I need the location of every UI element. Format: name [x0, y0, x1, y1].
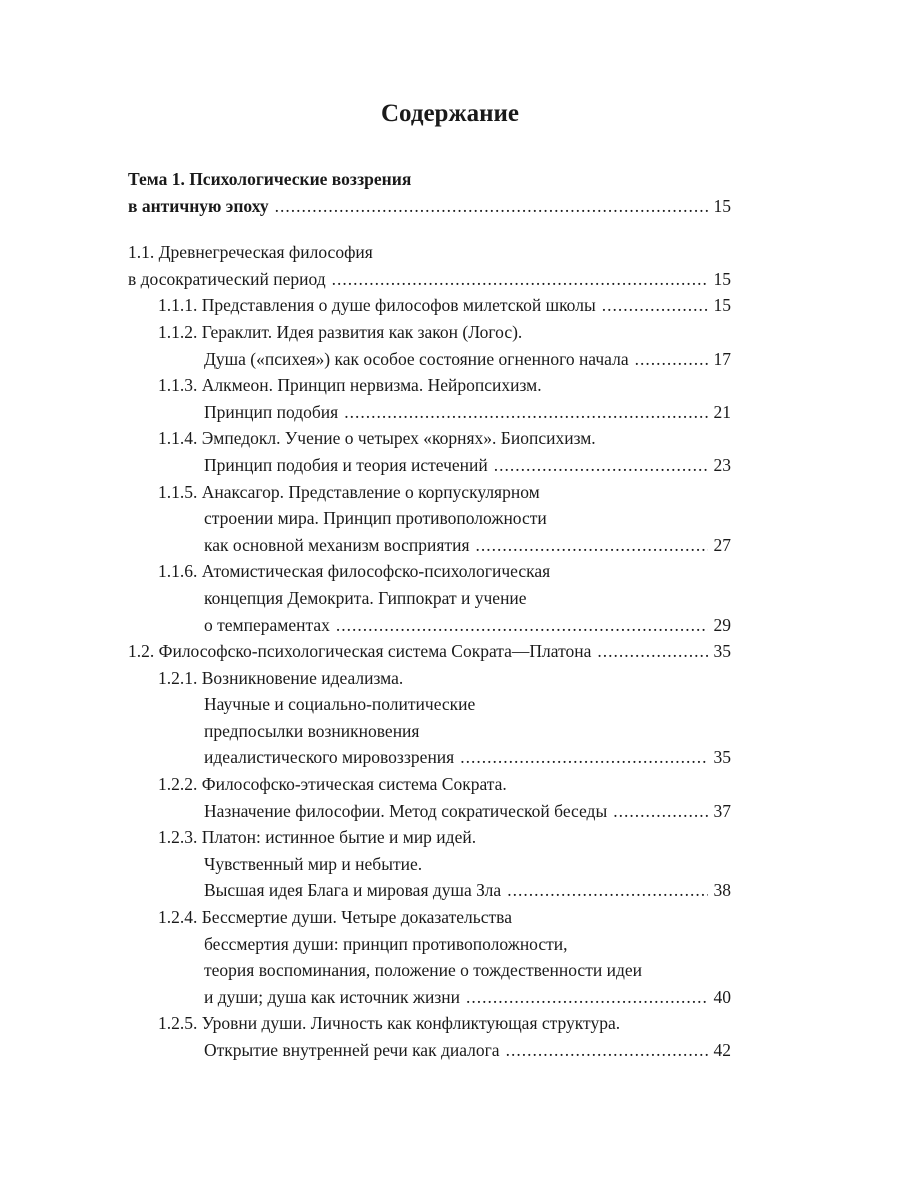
- page-number: 40: [713, 986, 731, 1007]
- page-number: 15: [713, 295, 731, 316]
- toc-entry[interactable]: [128, 1010, 731, 1063]
- toc-entry-text: 1.1.6. Атомистическая философско-психологическая: [158, 561, 551, 582]
- toc-entry-text: концепция Демокрита. Гиппократ и учение: [204, 587, 527, 608]
- toc-spacer: [128, 219, 731, 239]
- toc-line: [128, 691, 731, 718]
- dot-leader: [602, 292, 708, 319]
- dot-leader: [613, 798, 707, 825]
- toc-entry[interactable]: [128, 425, 731, 478]
- toc-line: [128, 319, 731, 346]
- toc-entry-text: 1.1.3. Алкмеон. Принцип нервизма. Нейропсихизм.: [158, 375, 542, 396]
- toc-entry-text: 1.1.2. Гераклит. Идея развития как закон (Логос).: [158, 321, 523, 342]
- toc-entry-text: 1.2.4. Бессмертие души. Четыре доказательства: [158, 907, 512, 928]
- toc-entry[interactable]: [128, 319, 731, 372]
- dot-leader: [275, 193, 708, 220]
- toc-entry[interactable]: [128, 824, 731, 904]
- toc-entry-text: предпосылки возникновения: [204, 720, 420, 741]
- toc-line: [128, 1010, 731, 1037]
- page-number: 38: [713, 880, 731, 901]
- toc-line: [128, 744, 731, 771]
- toc-line: [128, 479, 731, 506]
- toc-entry-text: 1.2.1. Возникновение идеализма.: [158, 667, 404, 688]
- toc-entry-text: 1.1. Древнегреческая философия: [128, 242, 373, 263]
- toc-line: [128, 771, 731, 798]
- toc-line: [128, 193, 731, 220]
- toc-entry-text: 1.2. Философско-психологическая система Сократа—Платона: [128, 641, 592, 662]
- toc-entry-text: строении мира. Принцип противоположности: [204, 508, 547, 529]
- toc-entry[interactable]: [128, 166, 731, 219]
- dot-leader: [476, 532, 708, 559]
- toc-entry-text: идеалистического мировоззрения: [204, 747, 455, 768]
- toc-line: [128, 292, 731, 319]
- toc-line: [128, 372, 731, 399]
- dot-leader: [635, 346, 708, 373]
- toc-line: [128, 665, 731, 692]
- toc-line: [128, 904, 731, 931]
- toc-entry-text: 1.2.5. Уровни души. Личность как конфликтующая структура.: [158, 1013, 621, 1034]
- dot-leader: [466, 984, 708, 1011]
- toc-entry-text: как основной механизм восприятия: [204, 534, 470, 555]
- toc-entry-text: Научные и социально-политические: [204, 694, 476, 715]
- toc-entry[interactable]: [128, 372, 731, 425]
- toc-line: [128, 957, 731, 984]
- toc-line: [128, 166, 731, 193]
- toc-entry-text: теория воспоминания, положение о тождественности идеи: [204, 960, 642, 981]
- toc-entry[interactable]: [128, 665, 731, 771]
- toc-line: [128, 399, 731, 426]
- toc-entry-text: Тема 1. Психологические воззрения: [128, 169, 412, 189]
- toc-line: [128, 346, 731, 373]
- toc-entry-text: Принцип подобия: [204, 401, 339, 422]
- toc-entry[interactable]: [128, 239, 731, 292]
- toc-entry-text: и души; душа как источник жизни: [204, 986, 460, 1007]
- dot-leader: [336, 612, 708, 639]
- toc-entry-text: Высшая идея Блага и мировая душа Зла: [204, 880, 502, 901]
- table-of-contents: [128, 166, 731, 1064]
- toc-line: [128, 851, 731, 878]
- page-number: 35: [713, 747, 731, 768]
- toc-entry[interactable]: [128, 771, 731, 824]
- page-title: Содержание: [380, 100, 519, 127]
- toc-line: [128, 718, 731, 745]
- page-number: 42: [713, 1040, 731, 1060]
- toc-entry-text: 1.1.5. Анаксагор. Представление о корпускулярном: [158, 481, 540, 502]
- toc-line: [128, 1037, 731, 1064]
- page-number: 27: [713, 534, 731, 555]
- toc-line: [128, 824, 731, 851]
- page-number: 17: [713, 348, 731, 369]
- toc-line: [128, 638, 731, 665]
- toc-line: [128, 931, 731, 958]
- toc-entry-text: 1.1.1. Представления о душе философов милетской школы: [158, 295, 596, 316]
- dot-leader: [494, 452, 708, 479]
- page-number: 15: [713, 268, 731, 289]
- page-number: 21: [713, 401, 731, 422]
- toc-entry[interactable]: [128, 904, 731, 1010]
- toc-entry-text: 1.2.3. Платон: истинное бытие и мир идей.: [158, 827, 477, 848]
- toc-entry-text: Принцип подобия и теория истечений: [204, 454, 488, 475]
- page-number: 37: [713, 800, 731, 821]
- toc-line: [128, 585, 731, 612]
- toc-entry-text: Душа («психея») как особое состояние огненного начала: [204, 348, 629, 369]
- dot-leader: [507, 877, 707, 904]
- toc-entry-text: Чувственный мир и небытие.: [204, 853, 423, 874]
- toc-line: [128, 798, 731, 825]
- toc-entry-text: 1.2.2. Философско-этическая система Сократа.: [158, 774, 507, 795]
- toc-entry[interactable]: [128, 292, 731, 319]
- dot-leader: [344, 399, 707, 426]
- dot-leader: [597, 638, 707, 665]
- toc-line: [128, 558, 731, 585]
- page-number: 15: [713, 195, 731, 216]
- toc-entry-text: Открытие внутренней речи как диалога: [204, 1040, 500, 1060]
- toc-line: [128, 452, 731, 479]
- toc-line: [128, 239, 731, 266]
- toc-entry-text: о темпераментах: [204, 614, 330, 635]
- toc-line: [128, 877, 731, 904]
- page-number: 23: [713, 454, 731, 475]
- page-number: 35: [713, 641, 731, 662]
- toc-line: [128, 532, 731, 559]
- toc-entry-text: Назначение философии. Метод сократической беседы: [204, 800, 608, 821]
- toc-entry-text: в античную эпоху: [128, 195, 269, 216]
- toc-entry-text: бессмертия души: принцип противоположности,: [204, 933, 568, 954]
- dot-leader: [506, 1037, 708, 1064]
- toc-line: [128, 984, 731, 1011]
- toc-line: [128, 425, 731, 452]
- page-number: 29: [713, 614, 731, 635]
- toc-entry[interactable]: [128, 479, 731, 559]
- toc-entry-text: 1.1.4. Эмпедокл. Учение о четырех «корнях». Биопсихизм.: [158, 428, 596, 449]
- toc-line: [128, 266, 731, 293]
- toc-line: [128, 612, 731, 639]
- toc-entry[interactable]: [128, 638, 731, 665]
- dot-leader: [332, 266, 708, 293]
- toc-entry-text: в досократический период: [128, 268, 326, 289]
- dot-leader: [460, 744, 707, 771]
- toc-entry[interactable]: [128, 558, 731, 638]
- toc-line: [128, 505, 731, 532]
